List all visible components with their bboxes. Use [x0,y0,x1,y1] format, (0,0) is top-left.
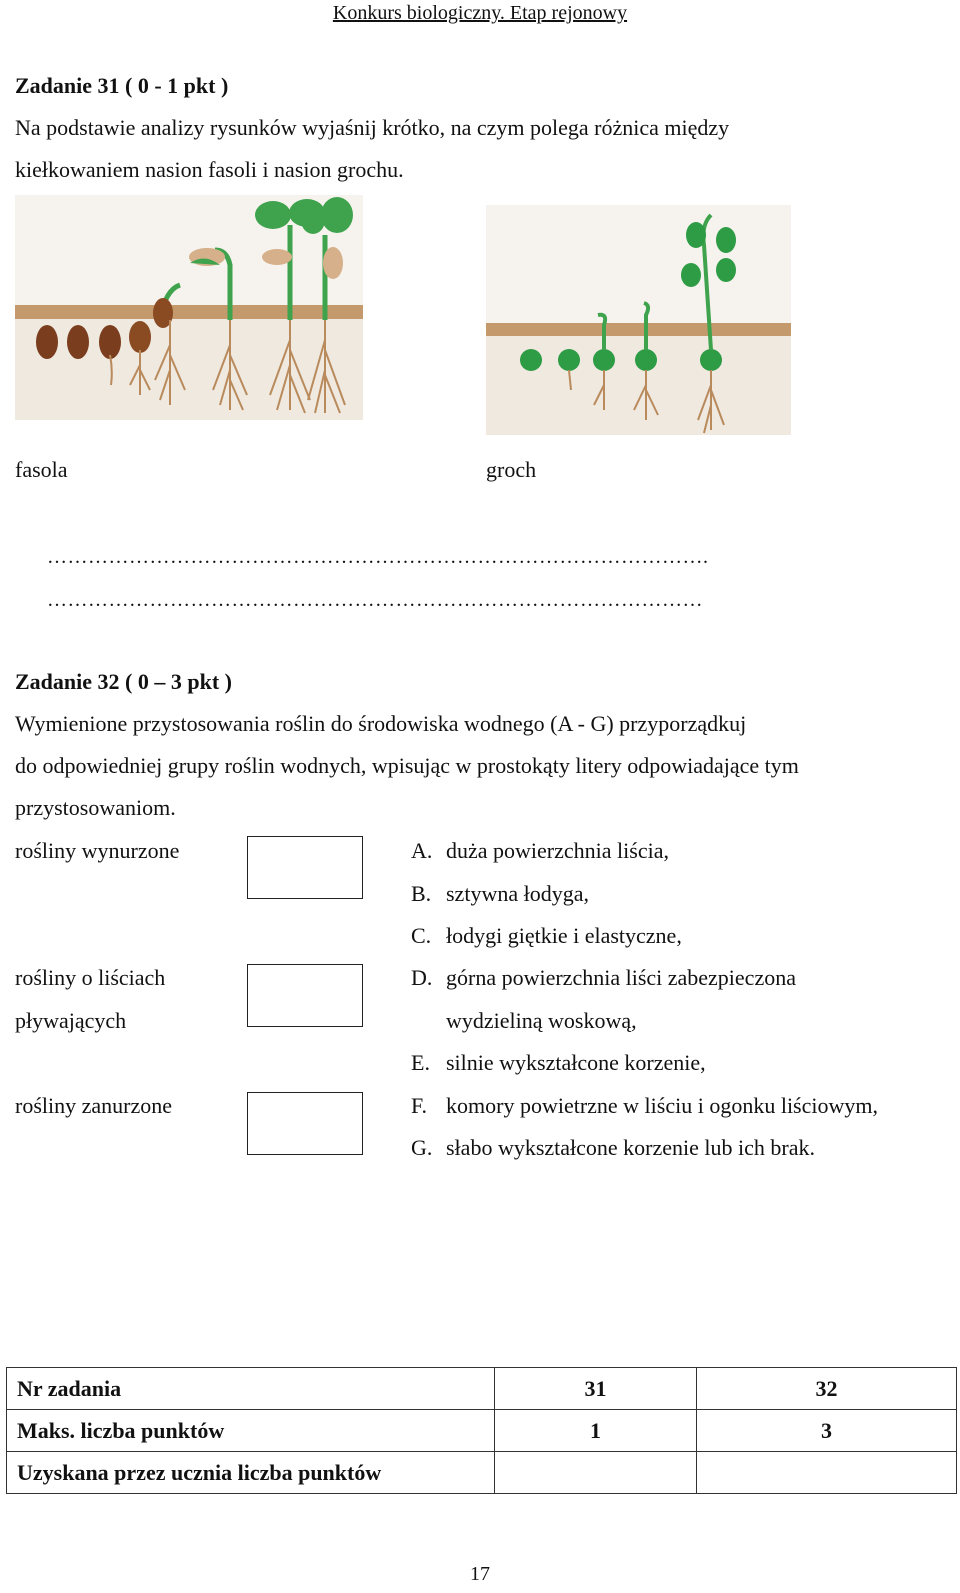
option-text-continued: wydzieliną woskową, [446,1008,637,1033]
option-letter: G. [411,1135,433,1160]
group-floating-label-line-2: pływających [15,1008,127,1033]
option-text: sztywna łodyga, [446,881,589,906]
score-input-31[interactable] [495,1452,697,1494]
page-header: Konkurs biologiczny. Etap rejonowy [332,2,628,24]
table-cell: 31 [495,1368,697,1410]
bean-label: fasola [15,457,68,482]
page-number: 17 [470,1563,490,1585]
table-cell: 3 [697,1410,957,1452]
table-row [7,1410,957,1452]
table-cell: Uzyskana przez ucznia liczba punktów [7,1452,495,1494]
option-text: komory powietrzne w liściu i ogonku liściowym, [446,1093,878,1118]
task-31-line-2: kiełkowaniem nasion fasoli i nasion grochu. [15,157,404,182]
score-input-32[interactable] [697,1452,957,1494]
group-emergent-label: rośliny wynurzone [15,838,180,863]
option-text: słabo wykształcone korzenie lub ich brak. [446,1135,815,1160]
option-letter: B. [411,881,432,906]
option-text: łodygi giętkie i elastyczne, [446,923,682,948]
option-letter: D. [411,965,433,990]
table-row [7,1368,957,1410]
bean-germination-illustration [15,195,363,420]
answer-box-emergent[interactable] [247,836,363,899]
task-32-line-3: przystosowaniom. [15,795,176,820]
task-32-line-2: do odpowiedniej grupy roślin wodnych, wpisując w prostokąty litery odpowiadające tym [15,753,799,778]
option-text: górna powierzchnia liści zabezpieczona [446,965,796,990]
table-cell: 32 [697,1368,957,1410]
table-cell: Maks. liczba punktów [7,1410,495,1452]
option-text: duża powierzchnia liścia, [446,838,669,863]
option-text: silnie wykształcone korzenie, [446,1050,706,1075]
option-letter: E. [411,1050,430,1075]
answer-box-floating[interactable] [247,964,363,1027]
table-cell: 1 [495,1410,697,1452]
table-cell: Nr zadania [7,1368,495,1410]
answer-line-1[interactable]: ……………………………………………………………………………………. [47,546,709,568]
option-letter: C. [411,923,432,948]
pea-label: groch [486,457,537,482]
task-31-title: Zadanie 31 ( 0 - 1 pkt ) [15,73,229,98]
score-table [6,1367,957,1494]
task-31-line-1: Na podstawie analizy rysunków wyjaśnij krótko, na czym polega różnica między [15,115,730,140]
table-row [7,1452,957,1494]
group-submerged-label: rośliny zanurzone [15,1093,172,1118]
task-32-title: Zadanie 32 ( 0 – 3 pkt ) [15,669,232,694]
option-letter: F. [411,1093,427,1118]
pea-germination-illustration [486,205,791,435]
task-32-line-1: Wymienione przystosowania roślin do środowiska wodnego (A - G) przyporządkuj [15,711,747,736]
answer-box-submerged[interactable] [247,1092,363,1155]
group-floating-label-line-1: rośliny o liściach [15,965,166,990]
option-letter: A. [411,838,433,863]
answer-line-2[interactable]: …………………………………………………………………………………… [47,589,703,611]
